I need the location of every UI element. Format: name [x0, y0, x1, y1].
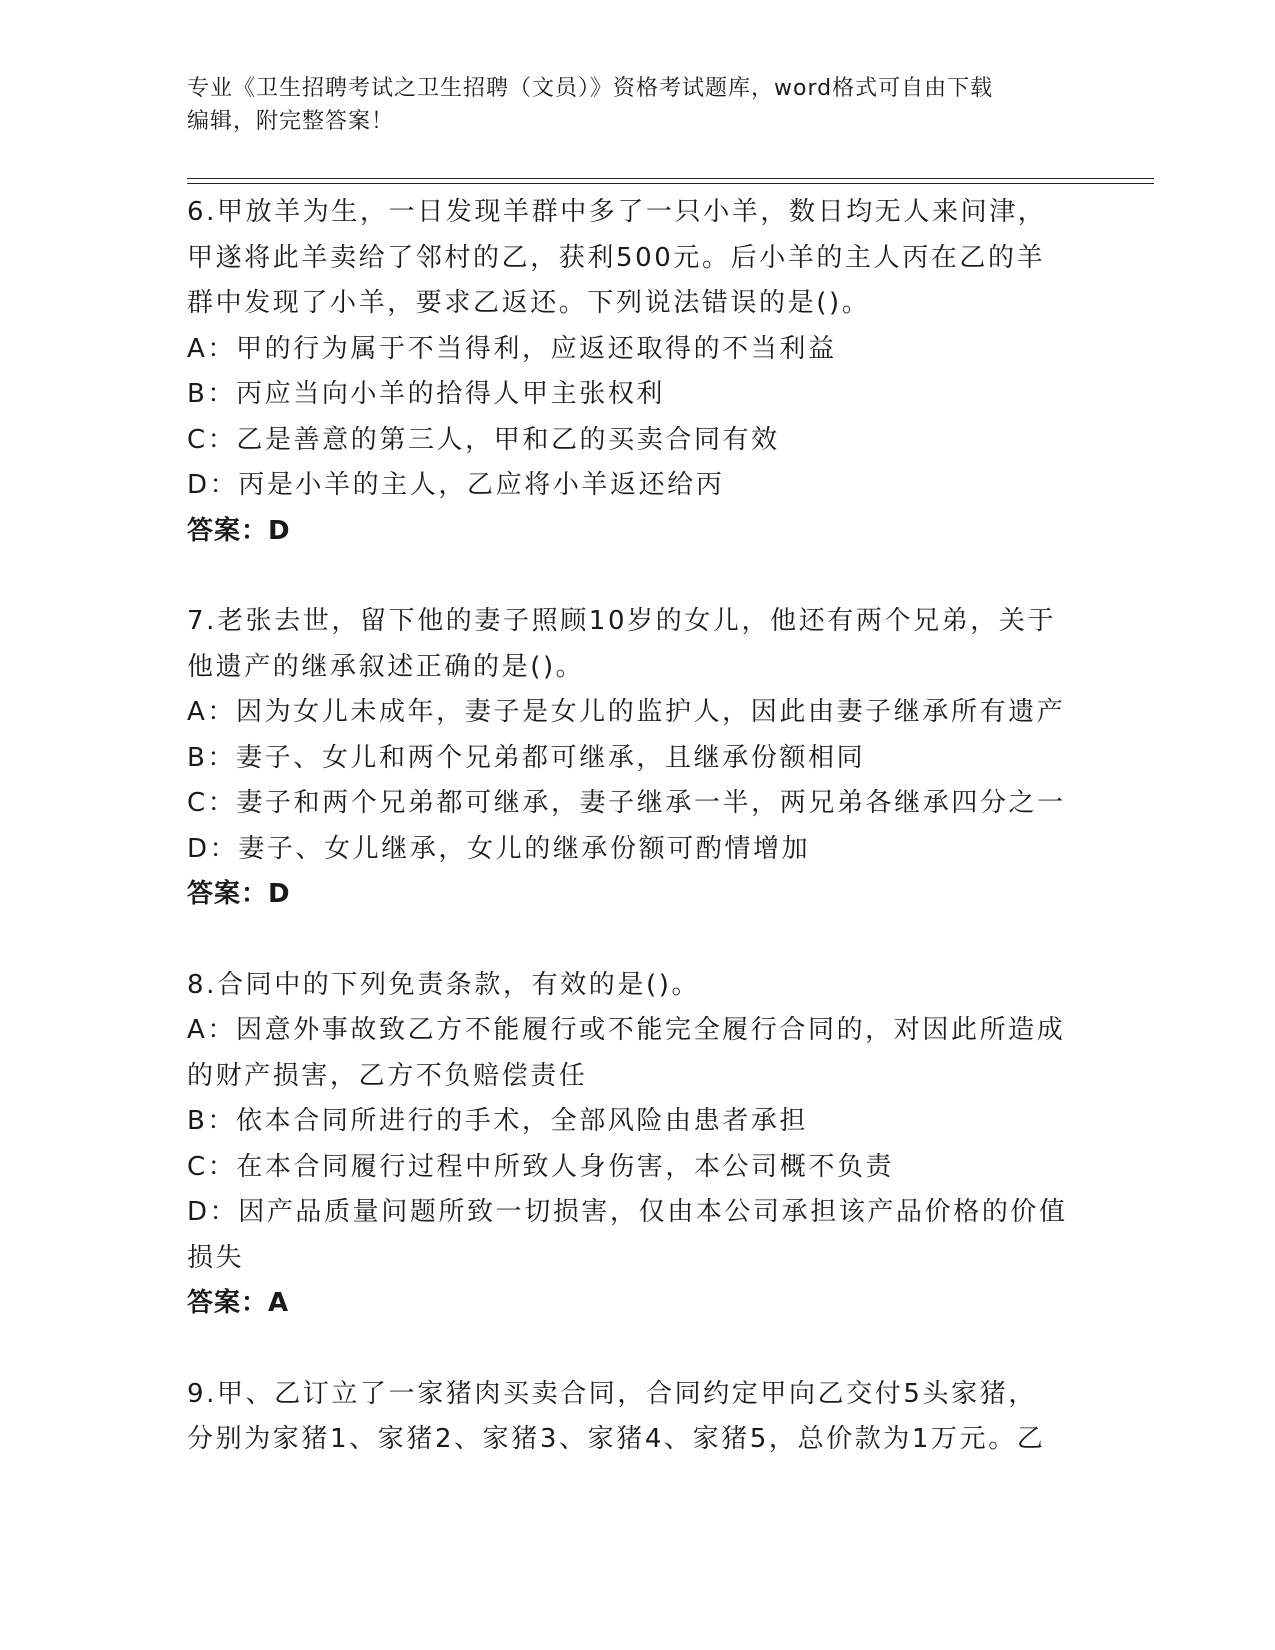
question-8-stem-line-1: 8.合同中的下列免责条款，有效的是()。	[187, 969, 701, 1000]
spacer	[187, 554, 1087, 599]
header-line-2: 编辑，附完整答案！	[187, 109, 395, 134]
question-6-option-b: B：丙应当向小羊的拾得人甲主张权利	[187, 379, 666, 409]
question-8-answer: 答案：A	[187, 1288, 290, 1318]
question-9	[187, 1372, 1087, 1463]
spacer	[187, 1327, 1087, 1372]
question-8-option-c: C：在本合同履行过程中所致人身伤害，本公司概不负责	[187, 1151, 895, 1182]
question-9-stem-line-1: 9.甲、乙订立了一家猪肉买卖合同，合同约定甲向乙交付5头家猪，	[187, 1378, 1037, 1409]
question-6-stem-line-3: 群中发现了小羊，要求乙返还。下列说法错误的是()。	[187, 288, 871, 318]
header-line-1: 专业《卫生招聘考试之卫生招聘（文员）》资格考试题库，word格式可自由下载	[187, 76, 994, 101]
question-7-option-d: D：妻子、女儿继承，女儿的继承份额可酌情增加	[187, 833, 811, 864]
question-6	[187, 190, 1087, 554]
question-6-option-c: C：乙是善意的第三人，甲和乙的买卖合同有效	[187, 424, 780, 455]
question-7-stem-line-1: 7.老张去世，留下他的妻子照顾10岁的女儿，他还有两个兄弟，关于	[187, 606, 1057, 636]
question-6-answer: 答案：D	[187, 515, 291, 546]
question-7-option-a: A：因为女儿未成年，妻子是女儿的监护人，因此由妻子继承所有遗产	[187, 697, 1066, 727]
question-8-option-a-line-1: A：因意外事故致乙方不能履行或不能完全履行合同的，对因此所造成	[187, 1015, 1066, 1045]
question-6-stem-line-1: 6.甲放羊为生，一日发现羊群中多了一只小羊，数日均无人来问津，	[187, 197, 1047, 227]
question-8-option-d-line-1: D：因产品质量问题所致一切损害，仅由本公司承担该产品价格的价值	[187, 1197, 1068, 1227]
question-8-option-a-line-2: 的财产损害，乙方不负赔偿责任	[187, 1060, 588, 1091]
question-9-stem-line-2: 分别为家猪1、家猪2、家猪3、家猪4、家猪5，总价款为1万元。乙	[187, 1424, 1046, 1454]
question-7	[187, 599, 1087, 918]
header-divider	[187, 178, 1154, 184]
question-7-stem-line-2: 他遗产的继承叙述正确的是()。	[187, 651, 585, 682]
question-8-option-b: B：依本合同所进行的手术，全部风险由患者承担	[187, 1106, 809, 1136]
page-header	[187, 72, 1087, 138]
question-7-answer: 答案：D	[187, 879, 291, 909]
question-6-option-a: A：甲的行为属于不当得利，应返还取得的不当利益	[187, 333, 837, 364]
question-8-option-d-line-2: 损失	[187, 1242, 245, 1273]
question-6-stem-line-2: 甲遂将此羊卖给了邻村的乙，获利500元。后小羊的主人丙在乙的羊	[187, 242, 1046, 273]
spacer	[187, 918, 1087, 963]
question-7-option-c: C：妻子和两个兄弟都可继承，妻子继承一半，两兄弟各继承四分之一	[187, 788, 1066, 818]
question-6-option-d: D：丙是小羊的主人，乙应将小羊返还给丙	[187, 470, 725, 500]
question-7-option-b: B：妻子、女儿和两个兄弟都可继承，且继承份额相同	[187, 742, 866, 773]
question-list	[187, 190, 1087, 1463]
question-8	[187, 963, 1087, 1327]
